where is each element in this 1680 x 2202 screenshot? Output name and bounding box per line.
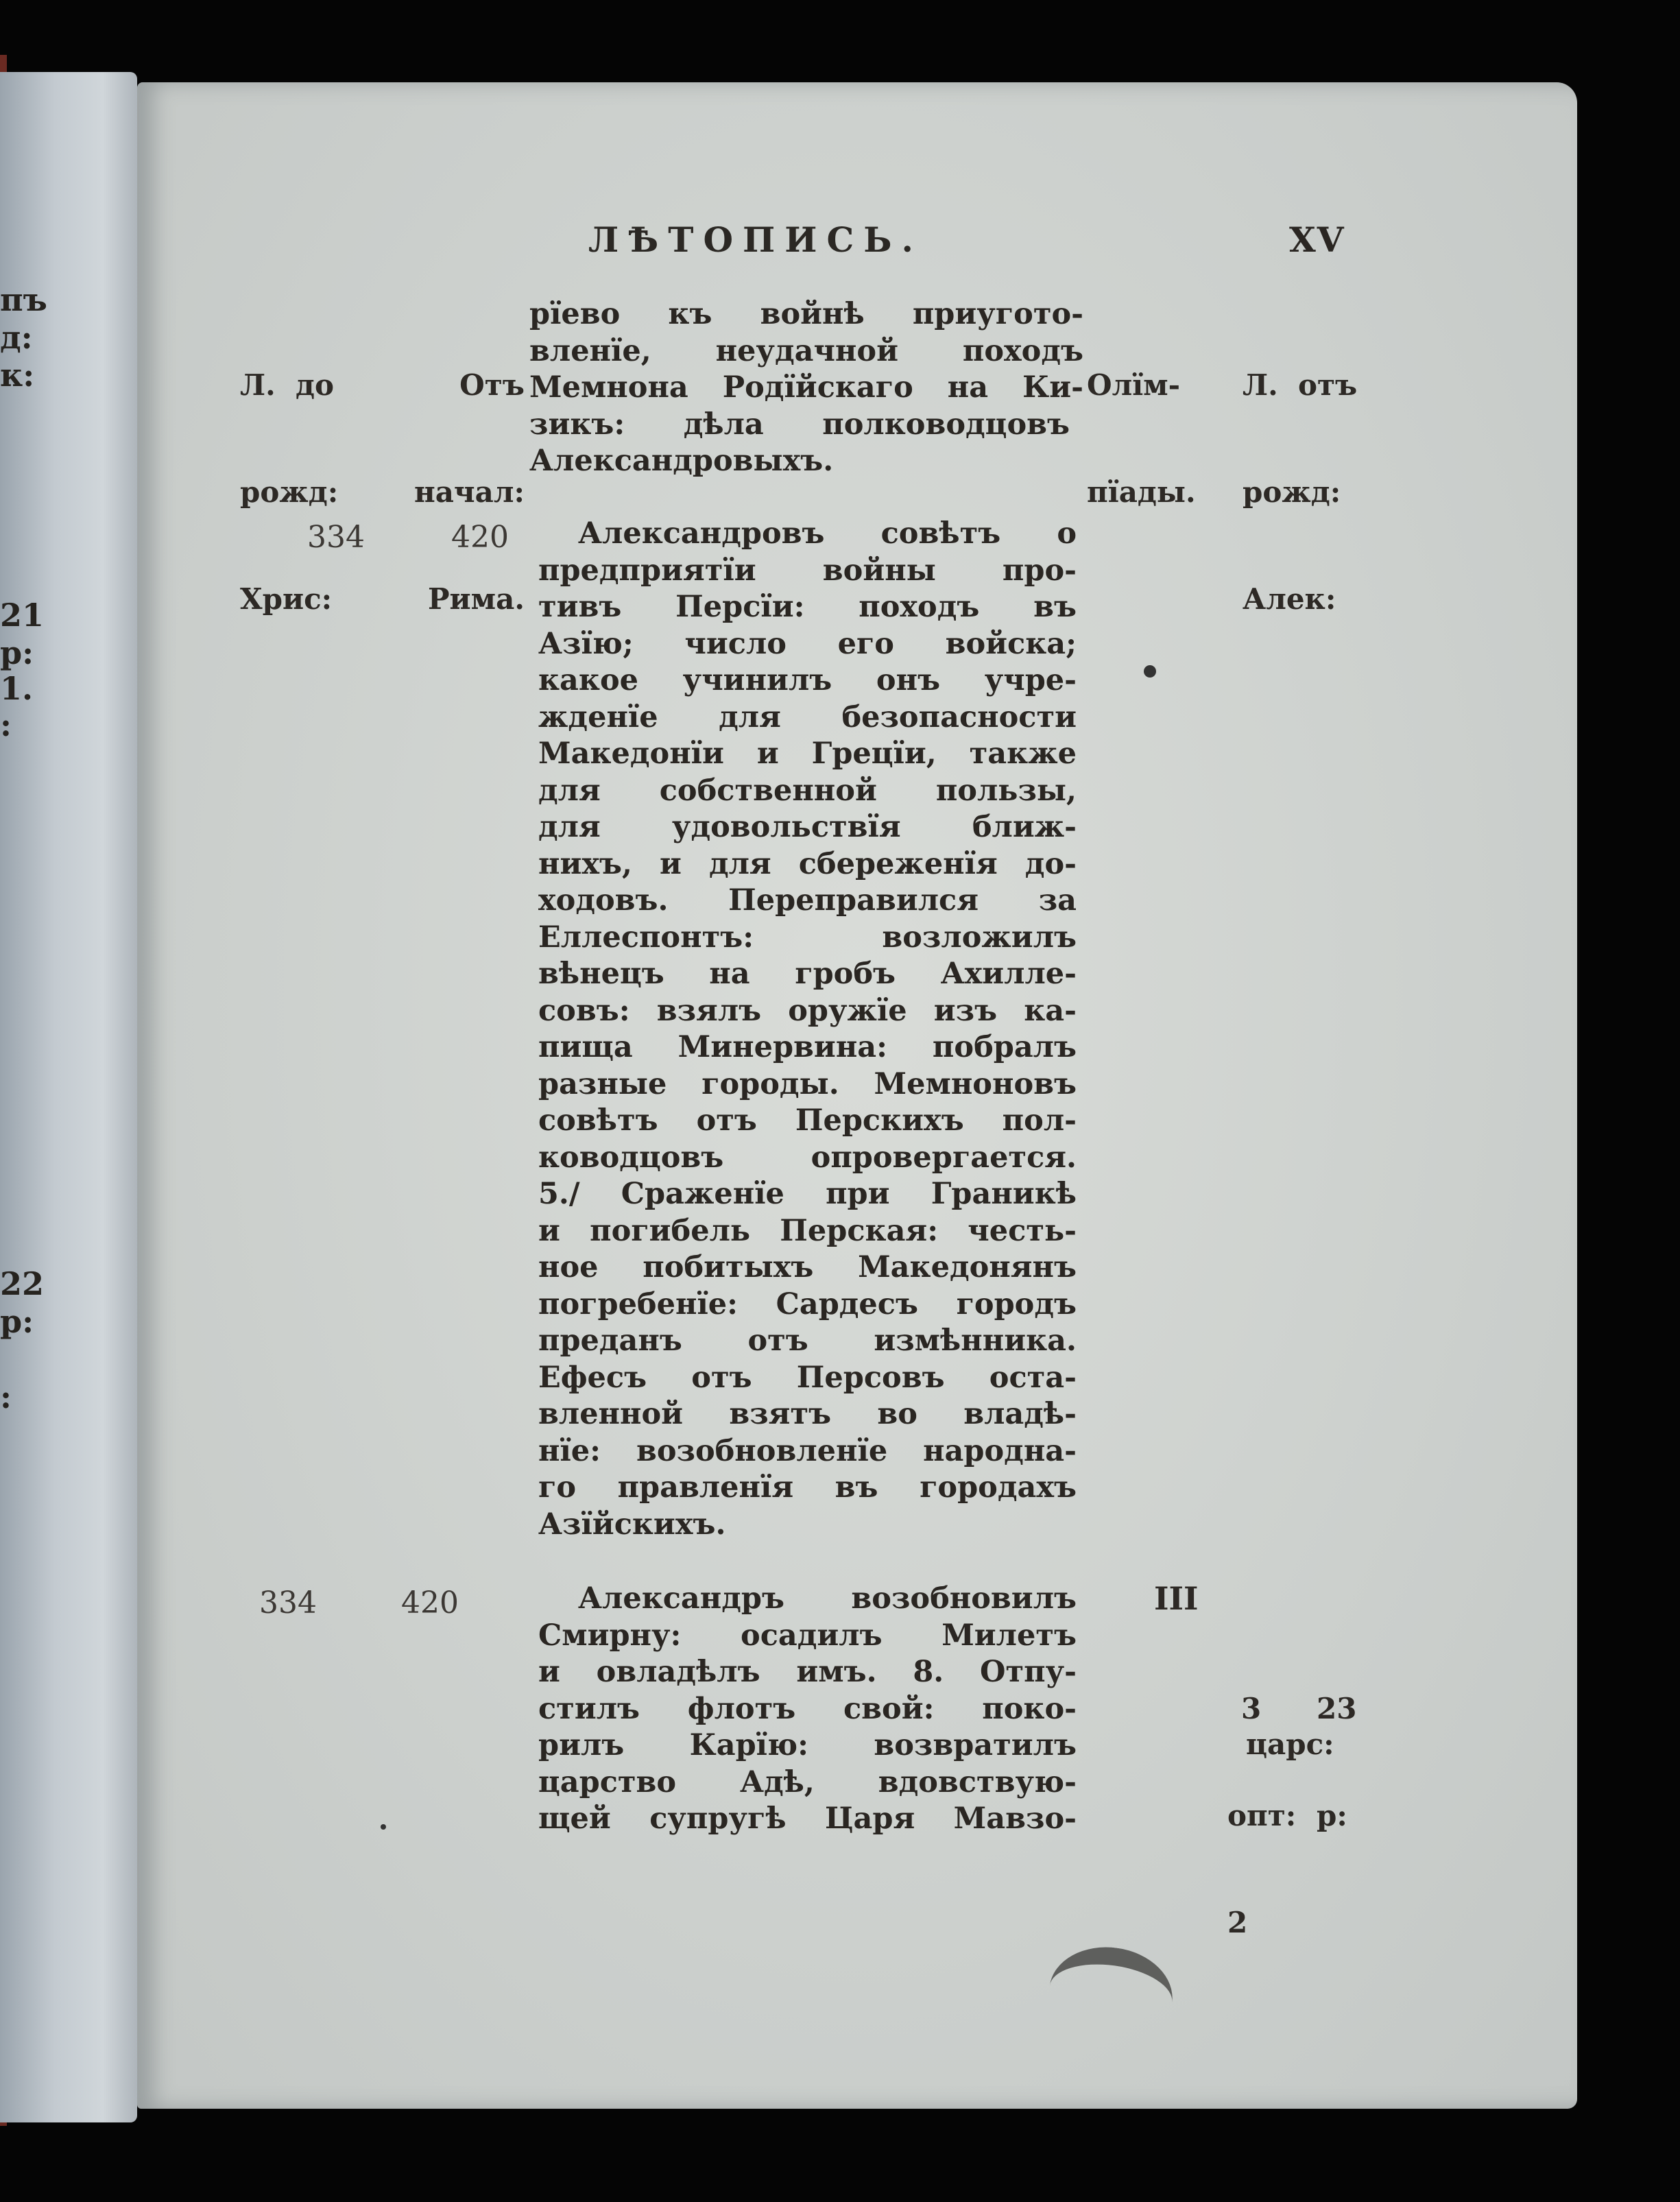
text-line: Александръ возобновилъ: [578, 1581, 1077, 1616]
text-line: какое учинилъ онъ учре-: [538, 663, 1077, 697]
entry-olympiad-year: [1227, 1620, 1296, 2012]
text-line: предприятїи войны про-: [538, 553, 1077, 588]
text-line: щей супругѣ Царя Мавзо-: [538, 1802, 1077, 1836]
left-page-fragment: :: [0, 1378, 12, 1415]
text-line: вленїе, неудачной походъ: [529, 333, 1083, 368]
page-stain: [1043, 1939, 1178, 2049]
entry-year-rome: 420: [401, 1585, 459, 1620]
text-line: и овладѣлъ имъ. 8. Отпу-: [538, 1655, 1077, 1689]
left-page-fragment: 22: [0, 1265, 45, 1302]
text-line: рїево къ войнѣ приугото-: [529, 297, 1083, 331]
alexander-year-line: 23: [1317, 1692, 1357, 1725]
olympiad-year-line: опт:: [1227, 1799, 1297, 1832]
text-line: для собственной пользы,: [538, 773, 1077, 808]
column-heading-line: рожд:: [1243, 475, 1341, 509]
text-line: Азїйскихъ.: [538, 1507, 726, 1542]
entry-year-bc: 334: [259, 1585, 317, 1620]
column-heading-line: рожд:: [240, 475, 339, 509]
left-page: [0, 72, 137, 2122]
text-line: царство Адѣ, вдовствую-: [538, 1764, 1077, 1799]
text-line: для удовольствїя ближ-: [538, 810, 1077, 844]
text-line: и погибель Перская: честь-: [538, 1213, 1077, 1248]
text-line: вѣнецъ на гробъ Ахилле-: [538, 957, 1077, 991]
text-line: разные городы. Мемноновъ: [538, 1066, 1077, 1101]
entry-olympiad: III: [1154, 1580, 1199, 1617]
text-line: совѣтъ отъ Перскихъ пол-: [538, 1103, 1077, 1138]
text-line: Мемнона Родїйскаго на Ки-: [529, 370, 1083, 405]
left-page-fragment: 1.: [0, 670, 34, 707]
left-page-fragment: пъ: [0, 281, 47, 318]
text-line: нихъ, и для сбереженїя до-: [538, 846, 1077, 881]
book-page: [137, 82, 1577, 2109]
left-page-fragment: к:: [0, 357, 35, 394]
text-line: Македонїи и Грецїи, также: [538, 737, 1077, 771]
text-line: Азїю; число его войска;: [538, 626, 1077, 661]
text-line: го правленїя въ городахъ: [538, 1470, 1077, 1505]
entry-year-rome: 420: [451, 520, 509, 555]
left-page-fragment: д:: [0, 319, 33, 356]
column-heading-line: Олїм-: [1087, 368, 1181, 402]
text-line: совъ: взялъ оружїе изъ ка-: [538, 993, 1077, 1028]
text-line: пища Минервина: побралъ: [538, 1030, 1077, 1064]
text-line: Смирну: осадилъ Милетъ: [538, 1618, 1077, 1653]
column-heading-line: Рима.: [427, 582, 525, 616]
column-heading-line: Л. до: [240, 368, 335, 402]
text-line: преданъ отъ измѣнника.: [538, 1324, 1077, 1358]
text-line: вленной взятъ во владѣ-: [538, 1397, 1077, 1431]
text-line: Еллеспонтъ: возложилъ: [538, 920, 1077, 955]
column-heading-line: начал:: [413, 475, 525, 509]
text-line: 5./ Сраженїе при Граникѣ: [538, 1177, 1077, 1211]
column-heading-year-bc: [240, 296, 338, 689]
text-line: нїе: возобновленїе народна-: [538, 1433, 1077, 1468]
text-line: рилъ Карїю: возвратилъ: [538, 1728, 1077, 1762]
left-page-fragment: р:: [0, 634, 34, 671]
entry-text: [538, 1581, 1077, 1838]
text-line: ное побитыхъ Македонянъ: [538, 1250, 1077, 1284]
left-page-fragment: :: [0, 706, 12, 743]
entry-year-alexander: [1317, 1620, 1357, 1905]
text-line: Ефесъ отъ Персовъ оста-: [538, 1360, 1077, 1395]
column-heading-olympiad: [1087, 296, 1196, 582]
text-line: ходовъ. Переправился за: [538, 883, 1077, 918]
text-line: стилъ флотъ свой: поко-: [538, 1691, 1077, 1726]
column-heading-line: Отъ: [459, 368, 525, 402]
alexander-year-line: р:: [1317, 1799, 1347, 1832]
text-line: ководцовъ опровергается.: [538, 1140, 1077, 1175]
column-heading-year-alexander: [1243, 296, 1357, 689]
left-page-fragment: р:: [0, 1303, 34, 1340]
page-number: XV: [1289, 219, 1345, 260]
ink-spot: [1144, 665, 1156, 678]
column-heading-line: Алек:: [1243, 582, 1336, 616]
olympiad-year-line: 2: [1227, 1906, 1248, 1939]
column-heading-line: Хрис:: [240, 582, 333, 616]
left-page-fragment: 21: [0, 597, 45, 634]
ink-spot: [381, 1824, 386, 1830]
text-line: тивъ Персїи: походъ въ: [538, 590, 1077, 624]
olympiad-year-line: 3: [1241, 1692, 1262, 1725]
column-heading-line: Л. отъ: [1243, 368, 1358, 402]
column-heading-year-rome: [391, 296, 525, 689]
entry-reign: царс:: [1246, 1727, 1334, 1761]
intro-text: [529, 296, 1083, 480]
running-title: ЛѢТОПИСЬ.: [588, 219, 923, 260]
text-line: жденїе для безопасности: [538, 699, 1077, 734]
text-line: Александровыхъ.: [529, 444, 834, 478]
text-line: погребенїе: Сардесъ городъ: [538, 1287, 1077, 1321]
text-line: зикъ: дѣла полководцовъ: [529, 407, 1070, 442]
column-heading-line: пїады.: [1087, 475, 1196, 509]
entry-text: [538, 516, 1077, 1543]
text-line: Александровъ совѣтъ о: [578, 516, 1077, 551]
entry-year-bc: 334: [307, 520, 365, 555]
